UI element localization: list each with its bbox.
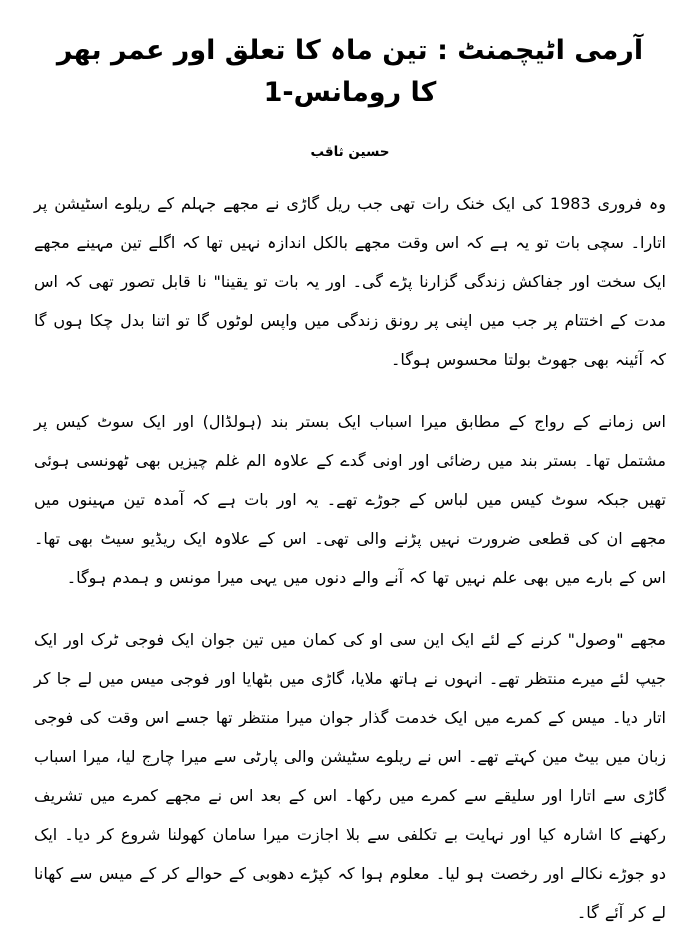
article-author: حسین ثاقب <box>310 143 390 160</box>
paragraph-1: وہ فروری 1983 کی ایک خنک رات تھی جب ریل گاڑی نے مجھے جہلم کے ریلوے اسٹیشن پر اتارا۔ سچی بات تو یہ ہے کہ اس وقت مجھے بالکل اندازہ نہیں تھا کہ اگلے تین مہینے مجھے ایک سخت اور جفاکش زندگی گزارنا پڑے گی۔ اور یہ بات تو یقینا" نا قابل تصور تھی کہ اس مدت کے اختتام پر جب میں اپنی پر رونق زندگی میں واپس لوٹوں گا تو اتنا بدل چکا ہوں گا کہ آئینہ بھی جھوٹ بولتا محسوس ہوگا۔ <box>34 193 666 369</box>
paragraph-3: مجھے "وصول" کرنے کے لئے ایک این سی او کی کمان میں تین جوان ایک فوجی ٹرک اور ایک جیپ لئے میرے منتظر تھے۔ انہوں نے ہاتھ ملایا، گاڑی میں بٹھایا اور فوجی میس میں لے جا کر اتار دیا۔ میس کے کمرے میں ایک خدمت گذار جوان میرا منتظر تھا جسے اس وقت کی فوجی زبان میں بیٹ مین کہتے تھے۔ اس نے ریلوے سٹیشن والی پارٹی سے میرا چارج لیا، میرا اسباب گاڑی سے اتارا اور سلیقے سے کمرے میں رکھا۔ اس کے بعد اس نے مجھے کمرے میں تشریف رکھنے کا اشارہ کیا اور نہایت بے تکلفی سے بلا اجازت میرا سامان کھولنا شروع کر دیا۔ ایک دو جوڑے نکالے اور رخصت ہو لیا۔ معلوم ہوا کہ کپڑے دھوبی کے حوالے کر کے میس سے کھانا لے کر آئے گا۔ <box>34 629 666 922</box>
paragraph-2: اس زمانے کے رواج کے مطابق میرا اسباب ایک بستر بند (ہولڈال) اور ایک سوٹ کیس پر مشتمل تھا۔ بستر بند میں رضائی اور اونی گدے کے علاوہ الم غلم چیزیں بھی ٹھونسی ہوئی تھیں جبکہ سوٹ کیس میں لباس کے جوڑے تھے۔ یہ اور بات ہے کہ آمدہ تین مہینوں میں مجھے ان کی قطعی ضرورت نہیں پڑنے والی تھی۔ اس کے علاوہ ایک ریڈیو سیٹ بھی تھا۔ اس کے بارے میں بھی علم نہیں تھا کہ آنے والے دنوں میں یہی میرا مونس و ہمدم ہوگا۔ <box>34 411 666 587</box>
article-title: آرمی اٹیچمنٹ : تین ماہ کا تعلق اور عمر بھر کا رومانس-1 <box>56 35 644 108</box>
article-body <box>34 184 666 932</box>
